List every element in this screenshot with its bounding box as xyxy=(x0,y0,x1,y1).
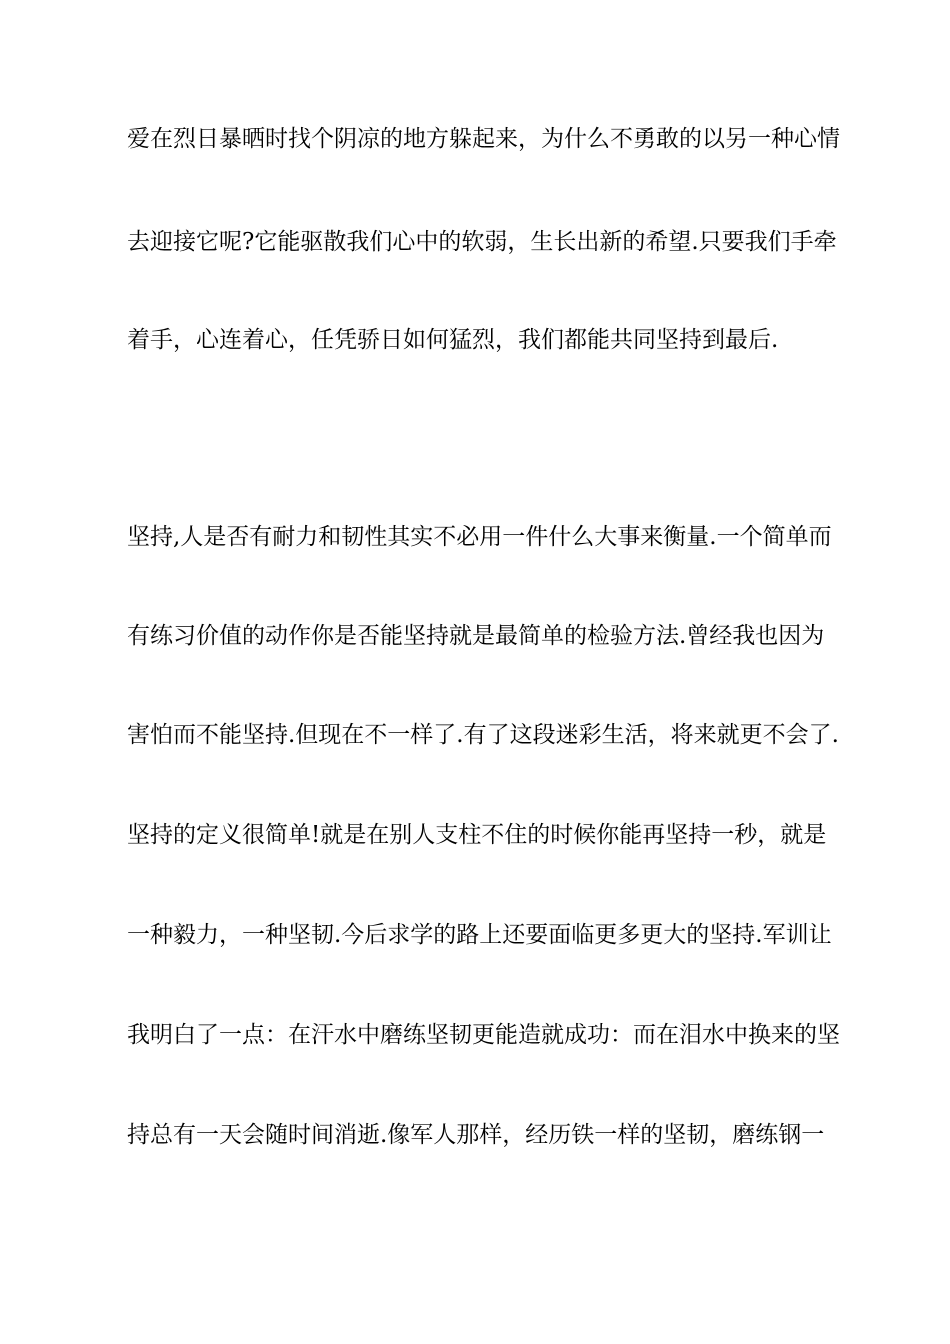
text-line: 害怕而不能坚持.但现在不一样了.有了这段迷彩生活，将来就更不会了. xyxy=(127,722,839,748)
text-line: 去迎接它呢?它能驱散我们心中的软弱，生长出新的希望.只要我们手牵 xyxy=(127,229,837,255)
text-line: 有练习价值的动作你是否能坚持就是最简单的检验方法.曾经我也因为 xyxy=(127,623,825,649)
text-line: 一种毅力，一种坚韧.今后求学的路上还要面临更多更大的坚持.军训让 xyxy=(127,922,832,948)
text-line: 着手，心连着心，任凭骄日如何猛烈，我们都能共同坚持到最后. xyxy=(127,327,779,353)
text-line: 我明白了一点：在汗水中磨练坚韧更能造就成功：而在泪水中换来的坚 xyxy=(127,1022,840,1048)
text-line: 坚持,人是否有耐力和韧性其实不必用一件什么大事来衡量.一个简单而 xyxy=(127,524,832,550)
text-line: 持总有一天会随时间消逝.像军人那样，经历铁一样的坚韧，磨练钢一 xyxy=(127,1122,825,1148)
text-line: 坚持的定义很简单!就是在别人支柱不住的时候你能再坚持一秒，就是 xyxy=(127,822,827,848)
text-line: 爱在烈日暴晒时找个阴凉的地方躲起来，为什么不勇敢的以另一种心情 xyxy=(127,126,840,152)
